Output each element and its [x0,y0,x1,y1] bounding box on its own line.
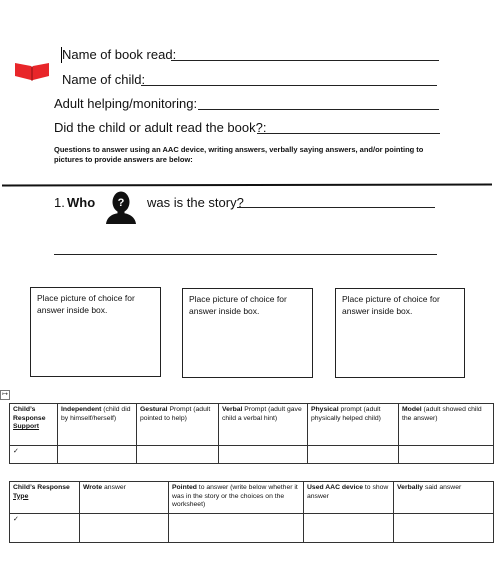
field-adult-label: Adult helping/monitoring: [54,96,198,111]
col-label-bold: Gestural [140,406,168,413]
table-move-handle[interactable]: ↦ [0,390,10,400]
checkmark-cell: ✓ [10,446,58,464]
type-title-1: Child’s Response [13,484,70,491]
svg-text:?: ? [117,197,125,209]
support-answer-cell[interactable] [308,446,399,464]
col-label-rest: prompt (adult physically helped child) [311,406,381,422]
book-icon [14,59,50,86]
support-header-cell [10,404,58,446]
picture-box-text: Place picture of choice for answer inside box. [37,293,135,315]
support-answer-cell[interactable] [219,446,308,464]
table-row [10,482,494,514]
question-rest: was is the story? [147,195,244,210]
col-label-bold: Verbally [397,484,424,491]
col-label-rest: to answer (write below whether it was in the story or the choices on the worksheet) [172,484,298,508]
type-col-verbally [394,482,494,514]
type-col-pointed [169,482,304,514]
picture-box-1[interactable] [30,287,161,377]
response-type-table [9,481,494,543]
col-label-rest: (child did by himself/herself) [61,406,131,422]
support-answer-cell[interactable] [399,446,494,464]
col-label-bold: Model [402,406,422,413]
col-label-rest: Prompt (adult gave child a verbal hint) [222,406,302,422]
type-title-2: Type [13,492,29,500]
table-row [10,514,494,543]
instructions: Questions to answer using an AAC device, writing answers, verbally saying answers, and/or pointing to pictures to provide answers are below: [54,145,424,164]
book-name-line[interactable] [171,60,439,61]
support-answer-cell[interactable] [58,446,137,464]
field-read-label: Did the child or adult read the book?: [54,120,267,135]
question-answer-line-1[interactable] [237,207,435,208]
field-book-label: Name of book read: [62,47,177,62]
type-col-aac [304,482,394,514]
support-answer-cell[interactable] [137,446,219,464]
col-label-bold: Used AAC device [307,484,364,491]
support-title-2: Response [13,414,46,422]
question-who: Who [67,195,96,210]
col-label-rest: said answer [423,484,462,491]
read-answer-line[interactable] [257,133,440,134]
response-support-table [9,403,494,464]
support-col-gestural [137,404,219,446]
type-answer-cell[interactable] [304,514,394,543]
table-row [10,404,494,446]
picture-box-text: Place picture of choice for answer inside box. [342,294,440,316]
col-label-rest: (adult showed child the answer) [402,406,482,422]
support-col-verbal [219,404,308,446]
col-label-bold: Independent [61,406,102,413]
type-answer-cell[interactable] [394,514,494,543]
picture-box-text: Place picture of choice for answer inside box. [189,294,287,316]
support-title-3: Support [13,423,40,430]
question-answer-line-2[interactable] [54,254,437,255]
picture-box-3[interactable] [335,288,465,378]
field-child-label: Name of child: [62,72,146,87]
support-title-1: Child’s [13,406,36,413]
col-label-bold: Pointed [172,484,197,491]
col-label-rest: Prompt (adult pointed to help) [140,406,211,422]
col-label-rest: to show answer [307,484,389,500]
support-col-model [399,404,494,446]
table-row [10,446,494,464]
section-divider [2,183,492,186]
col-label-rest: answer [102,484,126,491]
silhouette-question-icon [104,190,138,229]
col-label-bold: Verbal [222,406,243,413]
type-answer-cell[interactable] [169,514,304,543]
adult-name-line[interactable] [198,109,439,110]
checkmark-cell: ✓ [10,514,80,543]
picture-box-2[interactable] [182,288,313,378]
child-name-line[interactable] [141,85,437,86]
type-answer-cell[interactable] [80,514,169,543]
type-header-cell [10,482,80,514]
support-col-physical [308,404,399,446]
col-label-bold: Physical [311,406,339,413]
col-label-bold: Wrote [83,484,103,491]
question-number: 1. [54,195,65,210]
type-col-wrote [80,482,169,514]
support-col-independent [58,404,137,446]
